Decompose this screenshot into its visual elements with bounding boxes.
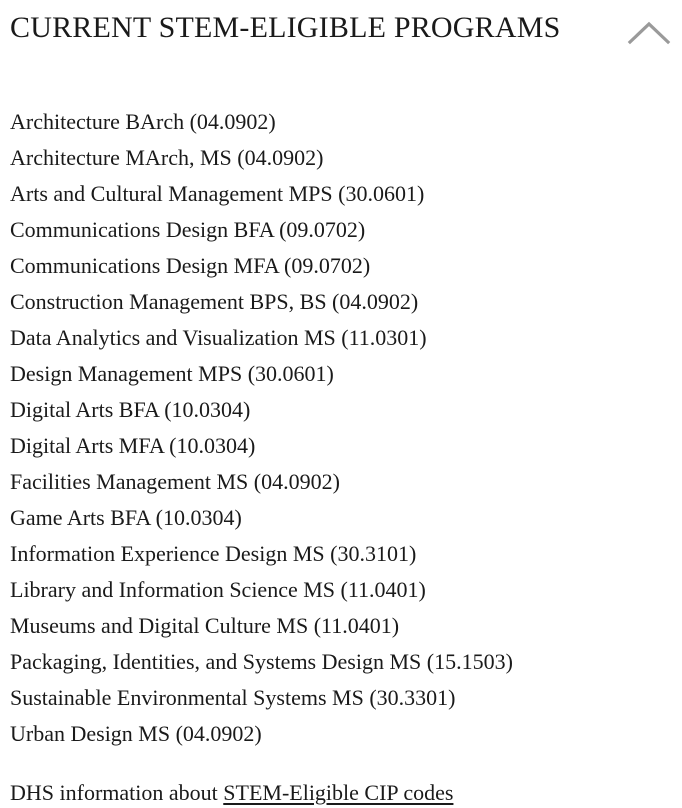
list-item: Communications Design BFA (09.0702) xyxy=(10,217,366,242)
list-item: Communications Design MFA (09.0702) xyxy=(10,253,371,278)
footnote xyxy=(10,778,672,808)
list-item: Architecture BArch (04.0902) xyxy=(10,109,276,134)
program-list xyxy=(10,104,672,752)
list-item: Design Management MPS (30.0601) xyxy=(10,361,334,386)
list-item: Digital Arts MFA (10.0304) xyxy=(10,433,256,458)
list-item: Packaging, Identities, and Systems Design MS (15.1503) xyxy=(10,649,513,674)
list-item: Library and Information Science MS (11.0401) xyxy=(10,577,426,602)
footnote-prefix: DHS information about xyxy=(10,780,224,805)
section-header xyxy=(10,0,672,56)
list-item: Museums and Digital Culture MS (11.0401) xyxy=(10,613,400,638)
list-item: Construction Management BPS, BS (04.0902) xyxy=(10,289,419,314)
list-item: Digital Arts BFA (10.0304) xyxy=(10,397,251,422)
list-item: Data Analytics and Visualization MS (11.0301) xyxy=(10,325,427,350)
list-item: Game Arts BFA (10.0304) xyxy=(10,505,242,530)
list-item: Sustainable Environmental Systems MS (30.3301) xyxy=(10,685,456,710)
chevron-up-icon[interactable] xyxy=(626,10,672,56)
list-item: Urban Design MS (04.0902) xyxy=(10,721,262,746)
stem-eligible-cip-codes-link[interactable]: STEM-Eligible CIP codes xyxy=(223,780,454,805)
list-item: Information Experience Design MS (30.3101) xyxy=(10,541,417,566)
page-title: CURRENT STEM-ELIGIBLE PROGRAMS xyxy=(10,11,561,44)
list-item: Architecture MArch, MS (04.0902) xyxy=(10,145,324,170)
list-item: Arts and Cultural Management MPS (30.0601) xyxy=(10,181,425,206)
list-item: Facilities Management MS (04.0902) xyxy=(10,469,340,494)
